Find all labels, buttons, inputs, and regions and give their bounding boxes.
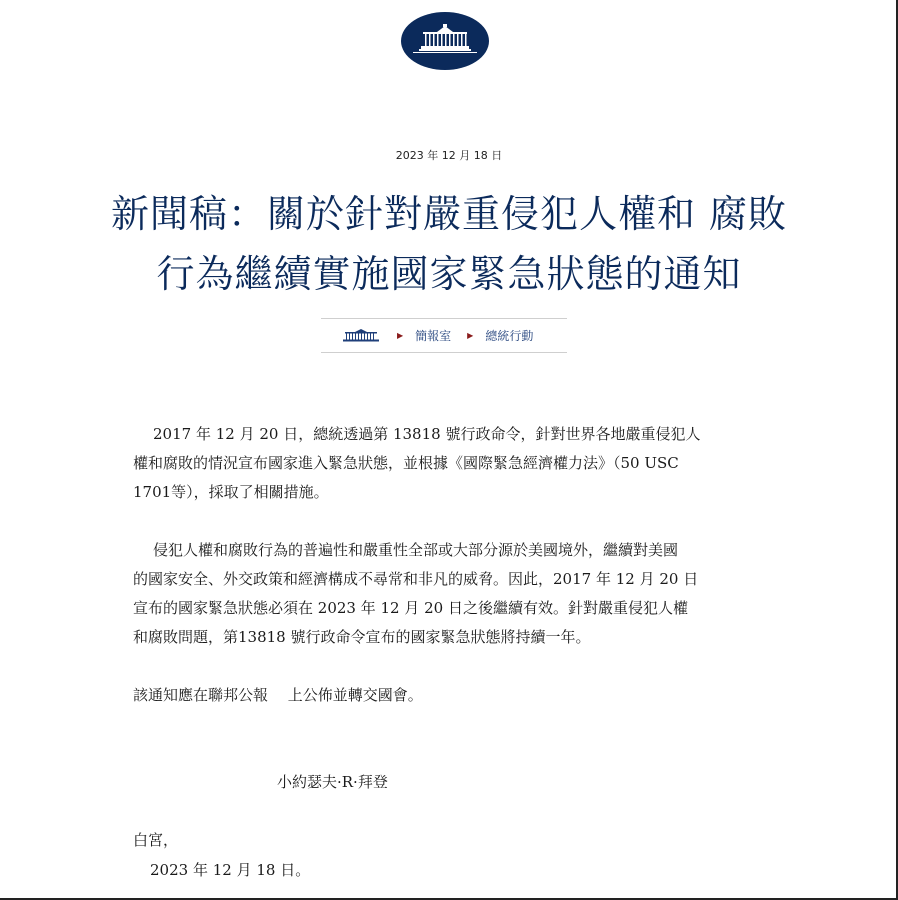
publication-date: 2023 年 12 月 18 日 — [395, 149, 503, 162]
paragraph-2-line: 的國家安全、外交政策和經濟構成不尋常和非凡的威脅。因此，2017 年 12 月 20 日 — [133, 570, 699, 588]
paragraph-1-line: 權和腐敗的情況宣布國家進入緊急狀態，並根據《國際緊急經濟權力法》（50 USC — [133, 454, 679, 472]
white-house-icon[interactable] — [341, 328, 381, 342]
white-house-logo[interactable] — [401, 12, 489, 70]
chevron-right-icon: ▶ — [467, 330, 474, 340]
paragraph-spacer — [133, 652, 763, 681]
breadcrumb — [321, 321, 567, 349]
paragraph-1-line: 2017 年 12 月 20 日，總統透過第 13818 號行政命令，針對世界各地嚴重侵犯人 — [153, 425, 701, 443]
paragraph-2-line: 宣布的國家緊急狀態必須在 2023 年 12 月 20 日之後繼續有效。針對嚴重侵犯人權 — [133, 599, 688, 617]
page-title — [30, 184, 868, 304]
breadcrumb-link-presidential-actions[interactable]: 總統行動 — [485, 328, 534, 343]
breadcrumb-link-briefing-room[interactable]: 簡報室 — [415, 328, 452, 343]
paragraph-spacer — [133, 507, 763, 536]
signing-date: 2023 年 12 月 18 日。 — [150, 861, 311, 879]
paragraph-2-line: 侵犯人權和腐敗行為的普遍性和嚴重性全部或大部分源於美國境外，繼續對美國 — [153, 541, 679, 559]
signature: 小約瑟夫·R·拜登 — [277, 773, 388, 791]
chevron-right-icon: ▶ — [397, 330, 404, 340]
signing-place: 白宮， — [133, 831, 179, 849]
page-title-line-2: 行為繼續實施國家緊急狀態的通知 — [156, 252, 742, 296]
paragraph-1-line: 1701等），採取了相關措施。 — [133, 483, 329, 501]
article-body — [133, 420, 763, 710]
breadcrumb-bottom-rule — [321, 352, 567, 353]
page-title-line-1: 新聞稿：關於針對嚴重侵犯人權和 腐敗 — [110, 192, 788, 236]
white-house-icon — [401, 12, 489, 70]
breadcrumb-top-rule — [321, 318, 567, 319]
paragraph-3: 該通知應在聯邦公報 上公佈並轉交國會。 — [133, 686, 423, 704]
paragraph-2-line: 和腐敗問題，第13818 號行政命令宣布的國家緊急狀態將持續一年。 — [133, 628, 591, 646]
